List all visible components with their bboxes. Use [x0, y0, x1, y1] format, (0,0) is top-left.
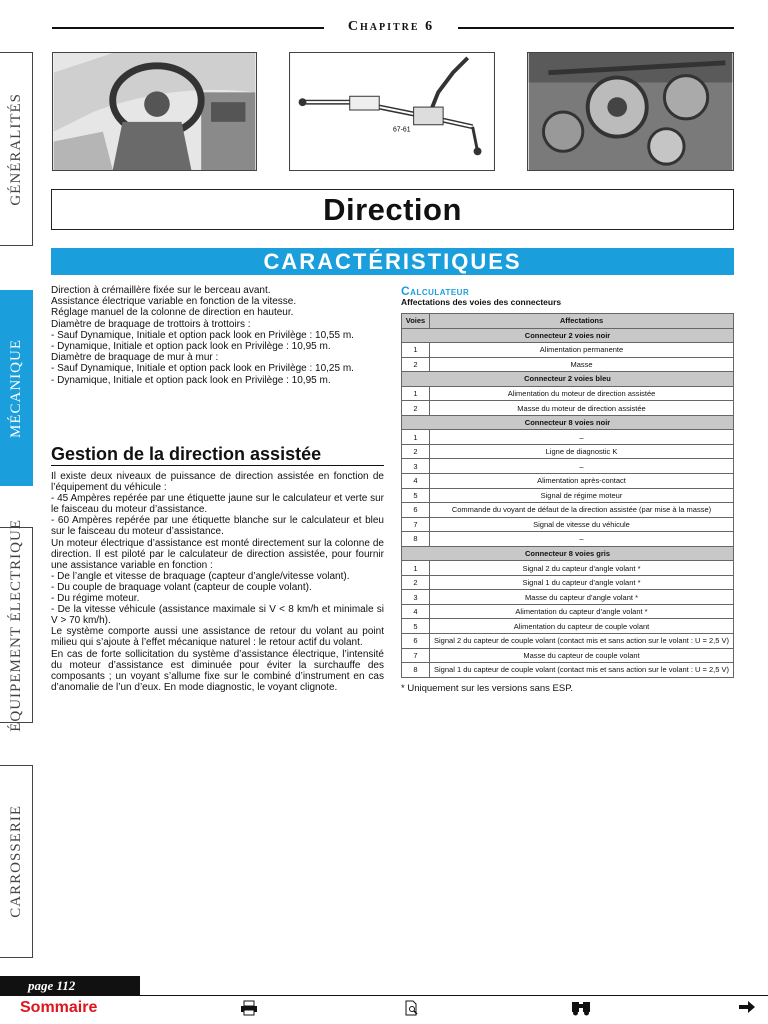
connector-group-row — [402, 372, 734, 387]
tab-label: CARROSSERIE — [7, 805, 24, 918]
header-rule-left — [52, 27, 324, 29]
calculateur-heading: Calculateur — [401, 284, 470, 298]
footnote: * Uniquement sur les versions sans ESP. — [401, 683, 573, 694]
connector-group-row — [402, 546, 734, 561]
table-row — [402, 590, 734, 605]
table-row — [402, 619, 734, 634]
gestion-paragraph: Un moteur électrique d’assistance est monté directement sur la colonne de direction. Il est piloté par le calculateur de direction assistée, pour fournir une assistance variable en fonction : — [51, 537, 384, 571]
caract-line: - Dynamique, Initiale et option pack look en Privilège : 10,95 m. — [51, 374, 331, 386]
affectation: Alimentation après-contact — [430, 474, 734, 489]
connector-table — [401, 313, 734, 678]
caract-line: Réglage manuel de la colonne de direction en hauteur. — [51, 307, 294, 319]
tab-label: ÉQUIPEMENT ÉLECTRIQUE — [7, 518, 24, 732]
tab-equipement-electrique[interactable] — [0, 518, 33, 732]
table-row — [402, 517, 734, 532]
affectation: Masse — [430, 357, 734, 372]
affectation: Alimentation du capteur de couple volant — [430, 619, 734, 634]
gestion-paragraph: - De l’angle et vitesse de braquage (capteur d’angle/vitesse volant). — [51, 570, 350, 582]
connector-group-row — [402, 328, 734, 343]
tab-label: MÉCANIQUE — [7, 338, 24, 438]
voie-number: 8 — [402, 663, 430, 678]
table-row — [402, 430, 734, 445]
voie-number: 4 — [402, 474, 430, 489]
caract-line: Diamètre de braquage de trottoirs à trottoirs : — [51, 318, 251, 330]
affectation: – — [430, 532, 734, 547]
affectation: – — [430, 430, 734, 445]
print-icon[interactable] — [240, 1000, 258, 1020]
voie-number: 2 — [402, 575, 430, 590]
voie-number: 6 — [402, 503, 430, 518]
table-row — [402, 357, 734, 372]
affectation: Signal de régime moteur — [430, 488, 734, 503]
engine-bay-photo — [527, 52, 734, 171]
tab-carrosserie[interactable] — [0, 765, 33, 958]
table-row — [402, 503, 734, 518]
connector-group-name: Connecteur 2 voies noir — [402, 328, 734, 343]
search-document-icon[interactable] — [404, 1000, 420, 1020]
table-row — [402, 401, 734, 416]
gestion-paragraph: Le système comporte aussi une assistance de retour du volant au point milieu qui s’ajoute à l’effet mécanique naturel : le retour actif du volant. — [51, 626, 384, 649]
section-banner: CARACTÉRISTIQUES — [51, 248, 734, 275]
header-rule-right — [458, 27, 734, 29]
voie-number: 1 — [402, 430, 430, 445]
table-row — [402, 474, 734, 489]
voie-number: 1 — [402, 561, 430, 576]
caract-line: Diamètre de braquage de mur à mur : — [51, 352, 219, 364]
affectation: Ligne de diagnostic K — [430, 444, 734, 459]
table-row — [402, 386, 734, 401]
connector-group-name: Connecteur 2 voies bleu — [402, 372, 734, 387]
gestion-body — [51, 471, 384, 693]
affectation: Alimentation permanente — [430, 343, 734, 358]
gestion-rule — [51, 465, 384, 466]
chapter-title: Chapitre 6 — [347, 19, 435, 34]
affectation: Signal 1 du capteur de couple volant (contact mis et sans action sur le volant : U = 2,5 V) — [430, 663, 734, 678]
affectation: Masse du capteur de couple volant — [430, 648, 734, 663]
voie-number: 4 — [402, 604, 430, 619]
affectation: Signal de vitesse du véhicule — [430, 517, 734, 532]
affectation: Signal 2 du capteur de couple volant (contact mis et sans action sur le volant : U = 2,5 V) — [430, 634, 734, 649]
voie-number: 8 — [402, 532, 430, 547]
page-title-box — [51, 189, 734, 230]
affectation: Commande du voyant de défaut de la direction assistée (par mise à la masse) — [430, 503, 734, 518]
table-row — [402, 575, 734, 590]
gestion-paragraph: Il existe deux niveaux de puissance de direction assistée en fonction de l’équipement du véhicule : — [51, 471, 384, 494]
table-row — [402, 444, 734, 459]
gestion-paragraph: - Du couple de braquage volant (capteur de couple volant). — [51, 581, 312, 593]
gestion-heading: Gestion de la direction assistée — [51, 444, 322, 464]
table-row — [402, 343, 734, 358]
affectation: Signal 1 du capteur d’angle volant * — [430, 575, 734, 590]
voie-number: 1 — [402, 386, 430, 401]
col-affectations: Affectations — [430, 314, 734, 329]
table-row — [402, 561, 734, 576]
calculateur-subheading: Affectations des voies des connecteurs — [401, 297, 562, 307]
voie-number: 7 — [402, 517, 430, 532]
table-row — [402, 663, 734, 678]
caract-line: Assistance électrique variable en fonction de la vitesse. — [51, 296, 297, 308]
gestion-paragraph: En cas de forte sollicitation du système d’assistance électrique, l’intensité du moteur d’assistance est diminuée pour éviter la surchauffe des composants ; un voyant s’allume fixe sur le combiné d’instrument en cas d’anomalie de l’un d’eux. En mode diagnostic, le voyant clignote. — [51, 648, 384, 693]
table-row — [402, 634, 734, 649]
affectation: – — [430, 459, 734, 474]
tab-mecanique[interactable] — [0, 290, 33, 486]
connector-group-row — [402, 415, 734, 430]
binoculars-icon[interactable] — [570, 1000, 592, 1020]
voie-number: 7 — [402, 648, 430, 663]
voie-number: 2 — [402, 401, 430, 416]
gestion-paragraph: - De la vitesse véhicule (assistance maximale si V < 8 km/h et minimale si V > 70 km/h). — [51, 604, 384, 627]
caract-line: - Dynamique, Initiale et option pack look en Privilège : 10,95 m. — [51, 341, 331, 353]
table-row — [402, 604, 734, 619]
caract-line: Direction à crémaillère fixée sur le berceau avant. — [51, 285, 271, 296]
table-row — [402, 648, 734, 663]
sommaire-link[interactable]: Sommaire — [20, 999, 98, 1016]
caract-line: - Sauf Dynamique, Initiale et option pack look en Privilège : 10,55 m. — [51, 329, 354, 341]
connector-group-name: Connecteur 8 voies noir — [402, 415, 734, 430]
voie-number: 6 — [402, 634, 430, 649]
voie-number: 5 — [402, 619, 430, 634]
tab-label: GÉNÉRALITÉS — [7, 92, 24, 206]
affectation: Masse du moteur de direction assistée — [430, 401, 734, 416]
footer-rule — [0, 995, 768, 996]
voie-number: 3 — [402, 459, 430, 474]
voie-number: 3 — [402, 590, 430, 605]
voie-number: 5 — [402, 488, 430, 503]
caract-line: - Sauf Dynamique, Initiale et option pack look en Privilège : 10,25 m. — [51, 363, 354, 375]
affectation: Alimentation du moteur de direction assistée — [430, 386, 734, 401]
steering-rack-diagram — [289, 52, 495, 171]
table-row — [402, 488, 734, 503]
tab-generalites[interactable] — [0, 52, 33, 246]
voie-number: 1 — [402, 343, 430, 358]
gestion-paragraph: - 45 Ampères repérée par une étiquette jaune sur le calculateur et verte sur le faisceau du moteur d’assistance. — [51, 493, 384, 516]
table-header-row — [402, 314, 734, 329]
affectation: Alimentation du capteur d’angle volant * — [430, 604, 734, 619]
gestion-paragraph: - Du régime moteur. — [51, 593, 140, 605]
page-number: page 112 — [0, 976, 140, 995]
table-row — [402, 532, 734, 547]
next-arrow-icon[interactable] — [738, 1000, 756, 1018]
affectation: Signal 2 du capteur d’angle volant * — [430, 561, 734, 576]
gestion-paragraph: - 60 Ampères repérée par une étiquette blanche sur le calculateur et bleu sur le faisceau du moteur d’assistance. — [51, 515, 384, 538]
affectation: Masse du capteur d’angle volant * — [430, 590, 734, 605]
voie-number: 2 — [402, 357, 430, 372]
table-row — [402, 459, 734, 474]
page-title: Direction — [323, 191, 462, 227]
col-voies: Voies — [402, 314, 430, 329]
connector-group-name: Connecteur 8 voies gris — [402, 546, 734, 561]
voie-number: 2 — [402, 444, 430, 459]
diagram-label: 67-61 — [392, 126, 411, 134]
steering-wheel-photo — [52, 52, 257, 171]
caracteristiques-list — [51, 285, 386, 386]
